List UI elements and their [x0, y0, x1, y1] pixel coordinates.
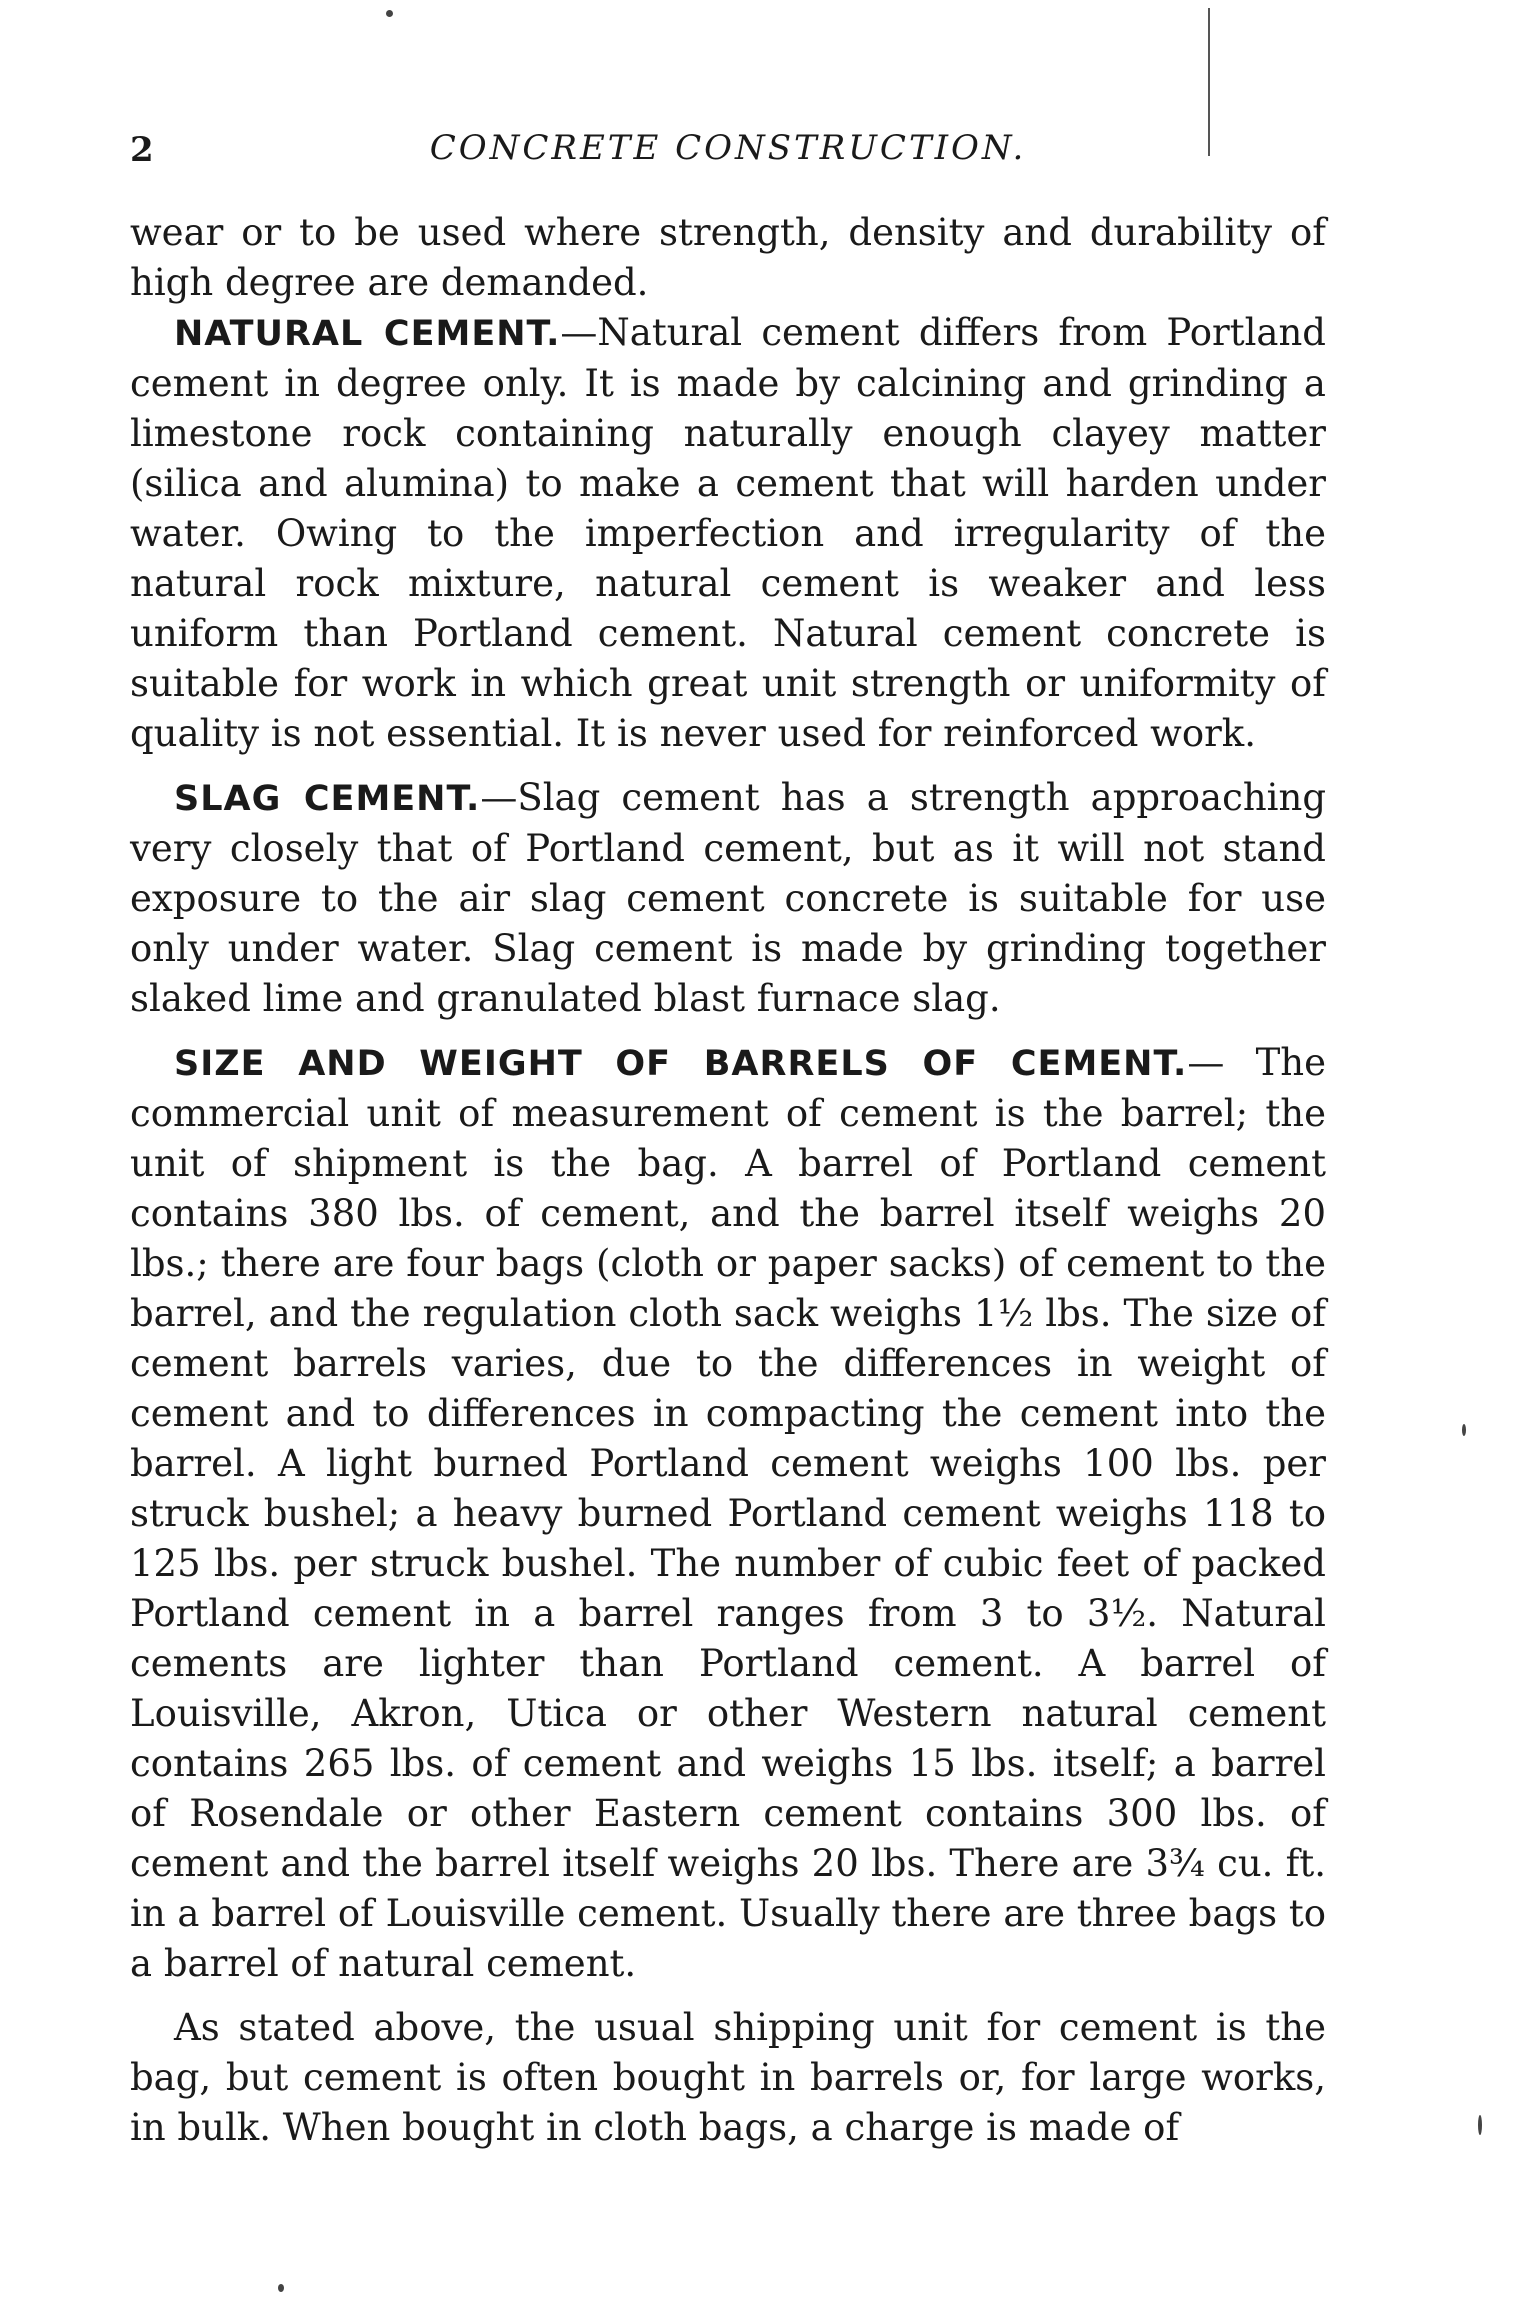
section-heading: SLAG CEMENT. — [174, 779, 481, 819]
running-title: CONCRETE CONSTRUCTION. — [429, 128, 1027, 168]
paragraph-text: — The commercial unit of measurement of cement is the barrel; the unit of shipment is the bag. A barrel of Portland cement contains 380 lbs. of cement, and the barrel itself weighs 20 lbs.; there are four bags (cloth or paper sacks) of cement to the barrel, and the regulation cloth sack weighs 1½ lbs. The size of cement barrels varies, due to the differences in weight of cement and to differences in compacting the cement into the barrel. A light burned Portland cement weighs 100 lbs. per struck bushel; a heavy burned Portland cement weighs 118 to 125 lbs. per struck bushel. The number of cubic feet of packed Portland cement in a barrel ranges from 3 to 3½. Natural cements are lighter than Portland cement. A barrel of Louisville, Akron, Utica or other Western natural cement contains 265 lbs. of cement and weighs 15 lbs. itself; a barrel of Rosendale or other Eastern cement contains 300 lbs. of cement and the barrel itself weighs 20 lbs. There are 3¾ cu. ft. in a barrel of Louisville cement. Usually there are three bags to a barrel of natural cement. — [130, 1041, 1326, 1985]
section-heading: NATURAL CEMENT. — [174, 314, 561, 354]
page-number: 2 — [130, 130, 154, 170]
paragraph-slag-cement — [130, 773, 1326, 1024]
section-heading: SIZE AND WEIGHT OF BARRELS OF CEMENT. — [174, 1044, 1188, 1084]
ink-speck — [386, 10, 393, 17]
running-head — [130, 118, 1326, 178]
book-page — [130, 118, 1326, 2153]
ink-speck — [1478, 2115, 1482, 2135]
paragraph-text: As stated above, the usual shipping unit for cement is the bag, but cement is often bought in barrels or, for large works, in bulk. When bought in cloth bags, a charge is made of — [130, 2006, 1326, 2149]
ink-speck — [1462, 1424, 1466, 1436]
paragraph-natural-cement — [130, 308, 1326, 759]
paragraph-continuation — [130, 208, 1326, 308]
paragraph-text: —Natural cement differs from Portland cement in degree only. It is made by calcining and grinding a limestone rock containing naturally enough clayey matter (silica and alumina) to make a cement that will harden under water. Owing to the imperfection and irregularity of the natural rock mixture, natural cement is weaker and less uniform than Portland cement. Natural cement concrete is suitable for work in which great unit strength or uniformity of quality is not essential. It is never used for reinforced work. — [130, 311, 1326, 755]
paragraph-text: —Slag cement has a strength approaching very closely that of Portland cement, but as it will not stand exposure to the air slag cement concrete is suitable for use only under water. Slag cement is made by grinding together slaked lime and granulated blast furnace slag. — [130, 776, 1327, 1020]
paragraph-size-weight — [130, 1038, 1326, 1989]
paragraph-shipping-unit — [130, 2003, 1326, 2153]
paragraph-text: wear or to be used where strength, density and durability of high degree are demanded. — [130, 211, 1326, 304]
ink-speck — [278, 2284, 284, 2292]
